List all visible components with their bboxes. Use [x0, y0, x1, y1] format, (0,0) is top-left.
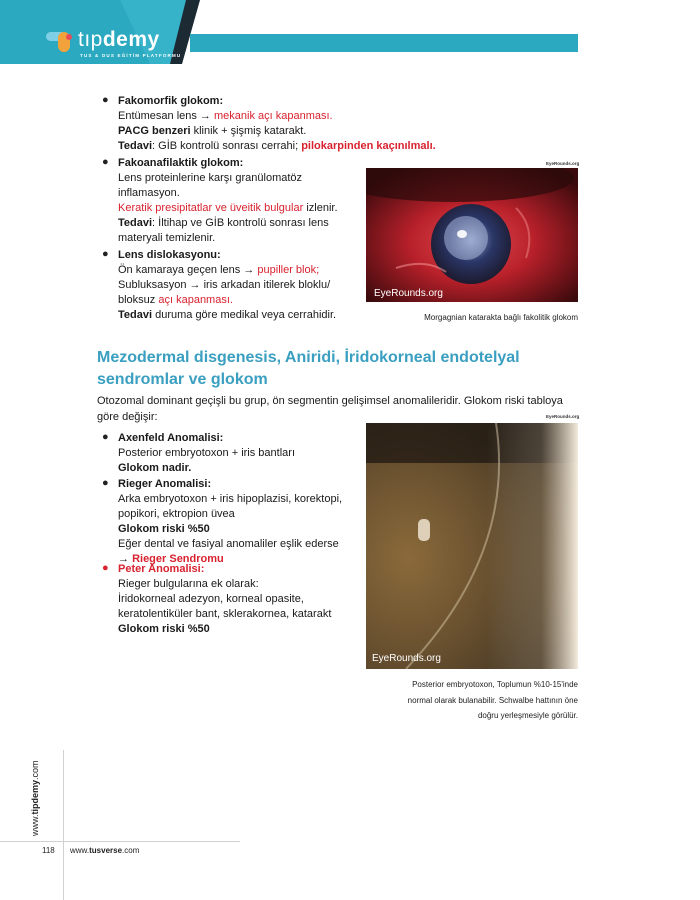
- text-segment: keratolentiküler bant, sklerakornea, katarakt: [118, 608, 332, 620]
- list-item-line: [118, 622, 331, 637]
- text-segment: Lens proteinlerine karşı granülomatöz: [118, 172, 303, 184]
- list-item-title: Axenfeld Anomalisi:: [118, 432, 224, 444]
- header-accent-bar: [190, 34, 578, 52]
- text-segment: Eğer dental ve fasiyal anomaliler eşlik ederse: [118, 538, 339, 550]
- text-segment: İridokorneal adezyon, korneal opasite,: [118, 593, 304, 605]
- text-segment: Tedavi: [118, 309, 153, 321]
- text-segment: Arka embryotoxon + iris hipoplazisi, korektopi,: [118, 493, 343, 505]
- list-item: [102, 248, 337, 323]
- list-item-line: [118, 461, 295, 476]
- text-segment: klinik + şişmiş katarakt.: [190, 125, 307, 137]
- list-item-title: Fakoanafilaktik glokom:: [118, 157, 244, 169]
- list-item-title: Rieger Anomalisi:: [118, 478, 212, 490]
- list-item-line: [118, 139, 436, 154]
- text-segment: Rieger bulgularına ek olarak:: [118, 578, 259, 590]
- text-segment: Ön kamaraya geçen lens →: [118, 264, 258, 276]
- list-item-line: [118, 592, 331, 607]
- text-segment: Tedavi: [118, 217, 153, 229]
- text-segment: Posterior embryotoxon + iris bantları: [118, 447, 295, 459]
- text-segment: Rieger Sendromu: [132, 553, 224, 565]
- list-item: [102, 562, 332, 637]
- list-item-line: [118, 537, 342, 552]
- text-segment: Glokom riski %50: [118, 523, 210, 535]
- section-intro: Otozomal dominant geçişli bu grup, ön segmentin gelişimsel anomalileridir. Glokom riski tabloya göre değişir:: [97, 395, 563, 423]
- list-item: [102, 156, 338, 246]
- figure2-caption-line: Posterior embryotoxon, Toplumun %10-15'inde: [412, 680, 578, 689]
- figure2-watermark: EyeRounds.org: [372, 653, 441, 664]
- footer-url: www.tusverse.com: [70, 846, 140, 855]
- text-segment: pilokarpinden kaçınılmalı.: [301, 140, 436, 152]
- figure2-caption-line: doğru yerleşmesiyle görülür.: [477, 711, 578, 720]
- bullet-icon: ●: [102, 431, 109, 443]
- bullet-icon: ●: [102, 156, 109, 168]
- figure2-source: EyeRounds.org: [546, 414, 580, 419]
- bullet-icon: ●: [102, 94, 109, 106]
- list-item-title: Lens dislokasyonu:: [118, 249, 221, 261]
- list-item-line: [118, 507, 342, 522]
- margin-rule: [63, 750, 64, 900]
- figure1-caption: Morgagnian katarakta bağlı fakolitik glokom: [424, 313, 578, 322]
- text-segment: pupiller blok;: [257, 264, 320, 276]
- text-segment: : GİB kontrolü sonrası cerrahi;: [152, 140, 302, 152]
- list-item-line: [118, 446, 295, 461]
- bullet-icon: ●: [102, 477, 109, 489]
- text-segment: Entümesan lens →: [118, 110, 214, 122]
- list-item-line: [118, 308, 336, 323]
- text-segment: Subluksasyon → iris arkadan itilerek bloklu/: [118, 279, 331, 291]
- text-segment: bloksuz: [118, 294, 159, 306]
- text-segment: izlenir.: [303, 202, 338, 214]
- list-item-line: [118, 201, 338, 216]
- text-segment: PACG benzeri: [118, 125, 191, 137]
- logo-tagline: TUS & DUS EĞİTİM PLATFORMU: [80, 53, 182, 58]
- list-item-title: Fakomorfik glokom:: [118, 95, 224, 107]
- figure1-watermark: EyeRounds.org: [374, 288, 443, 299]
- figure1-photo: [366, 168, 578, 302]
- logo: tıpdemy: [78, 28, 160, 51]
- text-segment: : İltihap ve GİB kontrolü sonrası lens: [152, 217, 329, 229]
- list-item-line: [118, 231, 338, 246]
- figure2-caption: [360, 677, 578, 724]
- side-url: www.tipdemy.com: [30, 760, 40, 836]
- list-item-line: [118, 522, 342, 537]
- text-segment: popikori, ektropion üvea: [118, 508, 235, 520]
- text-segment: açı kapanması.: [158, 294, 233, 306]
- figure2-photo: [366, 423, 578, 669]
- footer-rule: [0, 841, 240, 842]
- text-segment: Tedavi: [118, 140, 153, 152]
- list-item-line: [118, 124, 436, 139]
- list-item-line: [118, 278, 336, 293]
- figure1-source: EyeRounds.org: [546, 161, 580, 166]
- text-segment: materyali temizlenir.: [118, 232, 216, 244]
- logo-icon: [46, 30, 76, 54]
- text-segment: Keratik presipitatlar ve üveitik bulgular: [118, 202, 304, 214]
- text-segment: inflamasyon.: [118, 187, 180, 199]
- bullet-icon: ●: [102, 248, 109, 260]
- list-item-line: [118, 492, 342, 507]
- section-title: Mezodermal disgenesis, Aniridi, İridokorneal endotelyal sendromlar ve glokom: [97, 349, 520, 388]
- list-item-line: [118, 577, 331, 592]
- bullet-icon: ●: [102, 562, 109, 574]
- list-item-line: [118, 171, 338, 186]
- list-item: [102, 94, 436, 154]
- list-item-line: [118, 263, 336, 278]
- list-item: [102, 431, 295, 476]
- list-item-line: [118, 607, 331, 622]
- page-number: 118: [42, 846, 55, 855]
- text-segment: mekanik açı kapanması.: [214, 110, 333, 122]
- list-item-line: [118, 109, 436, 124]
- list-item-line: [118, 216, 338, 231]
- text-segment: Glokom nadir.: [118, 462, 192, 474]
- list-item-title: Peter Anomalisi:: [118, 563, 205, 575]
- list-item-line: [118, 186, 338, 201]
- text-segment: Glokom riski %50: [118, 623, 210, 635]
- figure2-caption-line: normal olarak bulanabilir. Schwalbe hattının öne: [407, 695, 578, 705]
- list-item: [102, 477, 343, 567]
- list-item-line: [118, 293, 336, 308]
- text-segment: →: [118, 553, 133, 565]
- text-segment: duruma göre medikal veya cerrahidir.: [152, 309, 337, 321]
